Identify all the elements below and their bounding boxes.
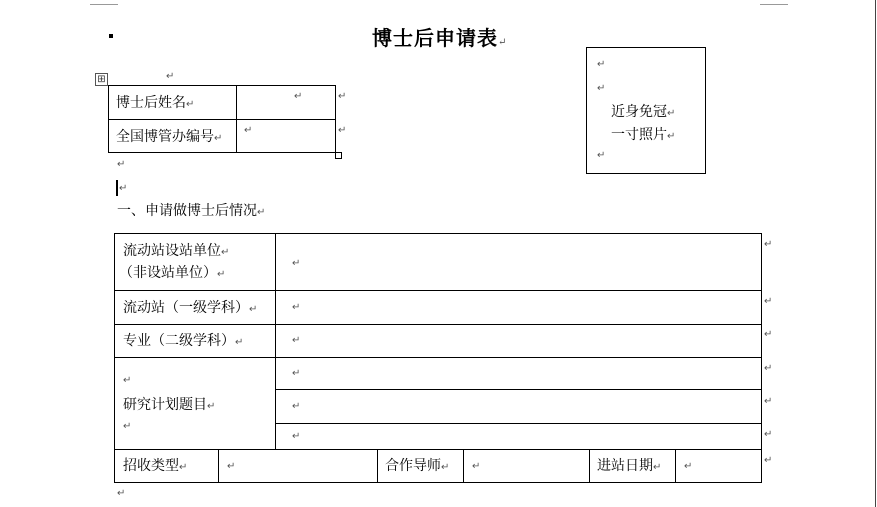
paragraph-mark: ↵ — [123, 375, 132, 386]
research-plan-label: 研究计划题目↵ — [123, 397, 216, 413]
text-cursor — [116, 180, 118, 196]
page-corner-mark-right — [760, 4, 788, 5]
row-end-mark: ↵ — [764, 239, 773, 250]
national-id-label: 全国博管办编号↵ — [116, 129, 223, 145]
bullet-mark — [109, 34, 113, 38]
name-label: 博士后姓名↵ — [116, 95, 195, 111]
page-title: 博士后申请表↵ — [372, 26, 508, 50]
major-value-cell[interactable]: ↵ — [292, 335, 301, 346]
row-end-mark: ↵ — [764, 455, 773, 466]
advisor-value-cell[interactable]: ↵ — [472, 461, 481, 472]
research-plan-line-2[interactable]: ↵ — [292, 401, 301, 412]
table-move-handle-icon[interactable]: ⊞ — [95, 73, 108, 86]
name-value-cell[interactable]: ↵ — [294, 91, 303, 102]
row-end-mark: ↵ — [764, 329, 773, 340]
station-value-cell[interactable]: ↵ — [292, 302, 301, 313]
paragraph-mark: ↵ — [338, 91, 347, 102]
photo-box-line1: 近身免冠↵ — [611, 104, 676, 120]
station-unit-label: 流动站设站单位↵ — [123, 243, 230, 259]
paragraph-mark: ↵ — [123, 421, 132, 432]
page-right-edge — [875, 0, 876, 507]
research-plan-line-1[interactable]: ↵ — [292, 368, 301, 379]
photo-box-line2: 一寸照片↵ — [611, 127, 676, 143]
national-id-value-cell[interactable]: ↵ — [244, 125, 253, 136]
row-end-mark: ↵ — [764, 296, 773, 307]
paragraph-mark: ↵ — [117, 159, 126, 170]
research-plan-line-3[interactable]: ↵ — [292, 431, 301, 442]
paragraph-mark: ↵ — [597, 150, 606, 161]
page-corner-mark-left — [90, 4, 118, 5]
row-end-mark: ↵ — [764, 396, 773, 407]
advisor-label: 合作导师↵ — [385, 458, 450, 474]
paragraph-mark: ↵ — [119, 183, 128, 194]
paragraph-mark: ↵ — [338, 125, 347, 136]
entry-date-label: 进站日期↵ — [597, 458, 662, 474]
major-label: 专业（二级学科）↵ — [123, 333, 244, 349]
entry-date-value-cell[interactable]: ↵ — [684, 461, 693, 472]
recruit-type-label: 招收类型↵ — [123, 458, 188, 474]
station-label: 流动站（一级学科）↵ — [123, 300, 258, 316]
paragraph-mark: ↵ — [117, 488, 126, 499]
row-end-mark: ↵ — [764, 363, 773, 374]
paragraph-mark: ↵ — [597, 83, 606, 94]
recruit-type-value-cell[interactable]: ↵ — [227, 461, 236, 472]
paragraph-mark: ↵ — [166, 71, 175, 82]
table-resize-handle[interactable] — [335, 152, 342, 159]
station-unit-value-cell[interactable]: ↵ — [292, 258, 301, 269]
section1-heading: 一、申请做博士后情况↵ — [117, 203, 266, 219]
row-end-mark: ↵ — [764, 429, 773, 440]
station-unit-label-sub: （非设站单位）↵ — [119, 265, 226, 281]
paragraph-mark: ↵ — [597, 59, 606, 70]
